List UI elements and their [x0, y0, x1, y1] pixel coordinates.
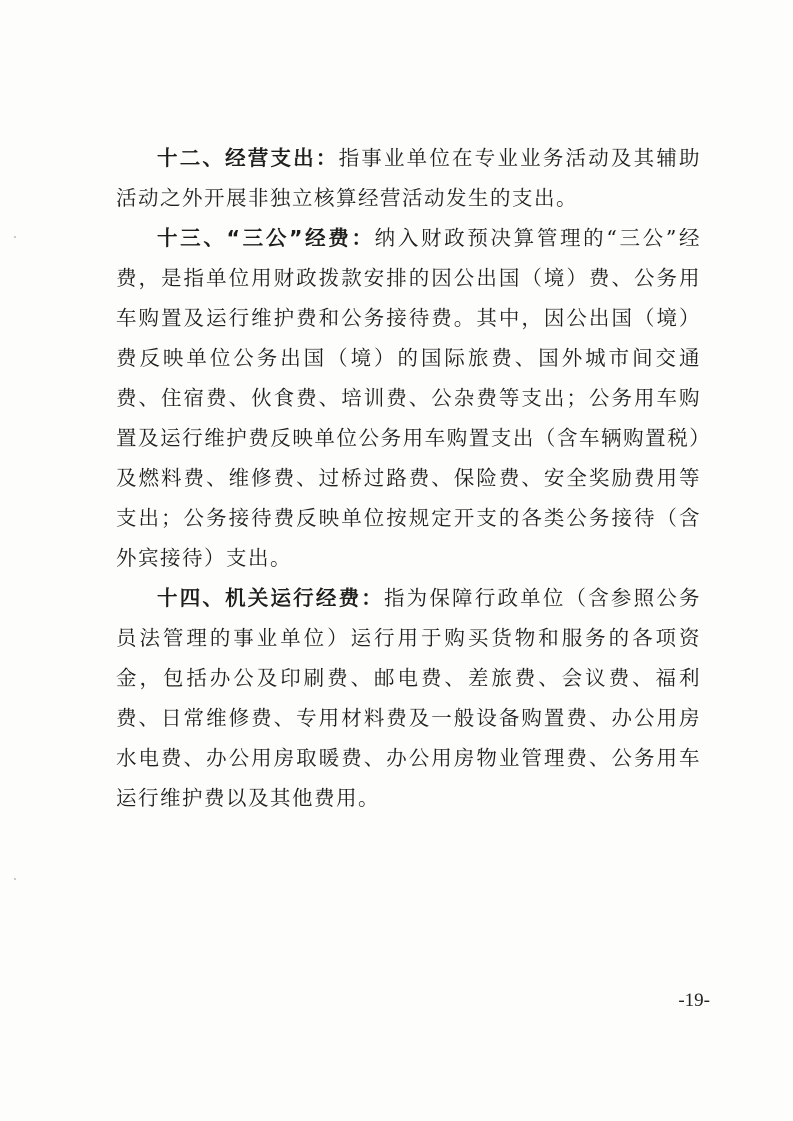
- section-body: 指事业单位在专业业务活动及其辅助活动之外开展非独立核算经营活动发生的支出。: [116, 146, 702, 210]
- section-heading: 十三、“三公”经费：: [157, 226, 375, 250]
- page-number: -19-: [678, 990, 710, 1011]
- section-body: 指为保障行政单位（含参照公务员法管理的事业单位）运行用于购买货物和服务的各项资金，包括办公及印刷费、邮电费、差旅费、会议费、福利费、日常维修费、专用材料费及一般设备购置费、办公用房水电费、办公用房取暖费、办公用房物业管理费、公务用车运行维护费以及其他费用。: [116, 586, 702, 810]
- paragraph-operating-expenses: [116, 138, 701, 218]
- section-heading: 十二、经营支出：: [157, 146, 339, 170]
- scan-speck: [14, 236, 16, 238]
- paragraph-three-public-expenses: [116, 218, 701, 578]
- section-heading: 十四、机关运行经费：: [157, 586, 384, 610]
- scan-speck: [14, 878, 16, 880]
- section-body: 纳入财政预决算管理的“三公”经费，是指单位用财政拨款安排的因公出国（境）费、公务用车购置及运行维护费和公务接待费。其中，因公出国（境）费反映单位公务出国（境）的国际旅费、国外城市间交通费、住宿费、伙食费、培训费、公杂费等支出；公务用车购置及运行维护费反映单位公务用车购置支出（含车辆购置税）及燃料费、维修费、过桥过路费、保险费、安全奖励费用等支出；公务接待费反映单位按规定开支的各类公务接待（含外宾接待）支出。: [116, 226, 701, 570]
- paragraph-agency-operating-funds: [116, 578, 701, 818]
- document-body: [116, 138, 701, 818]
